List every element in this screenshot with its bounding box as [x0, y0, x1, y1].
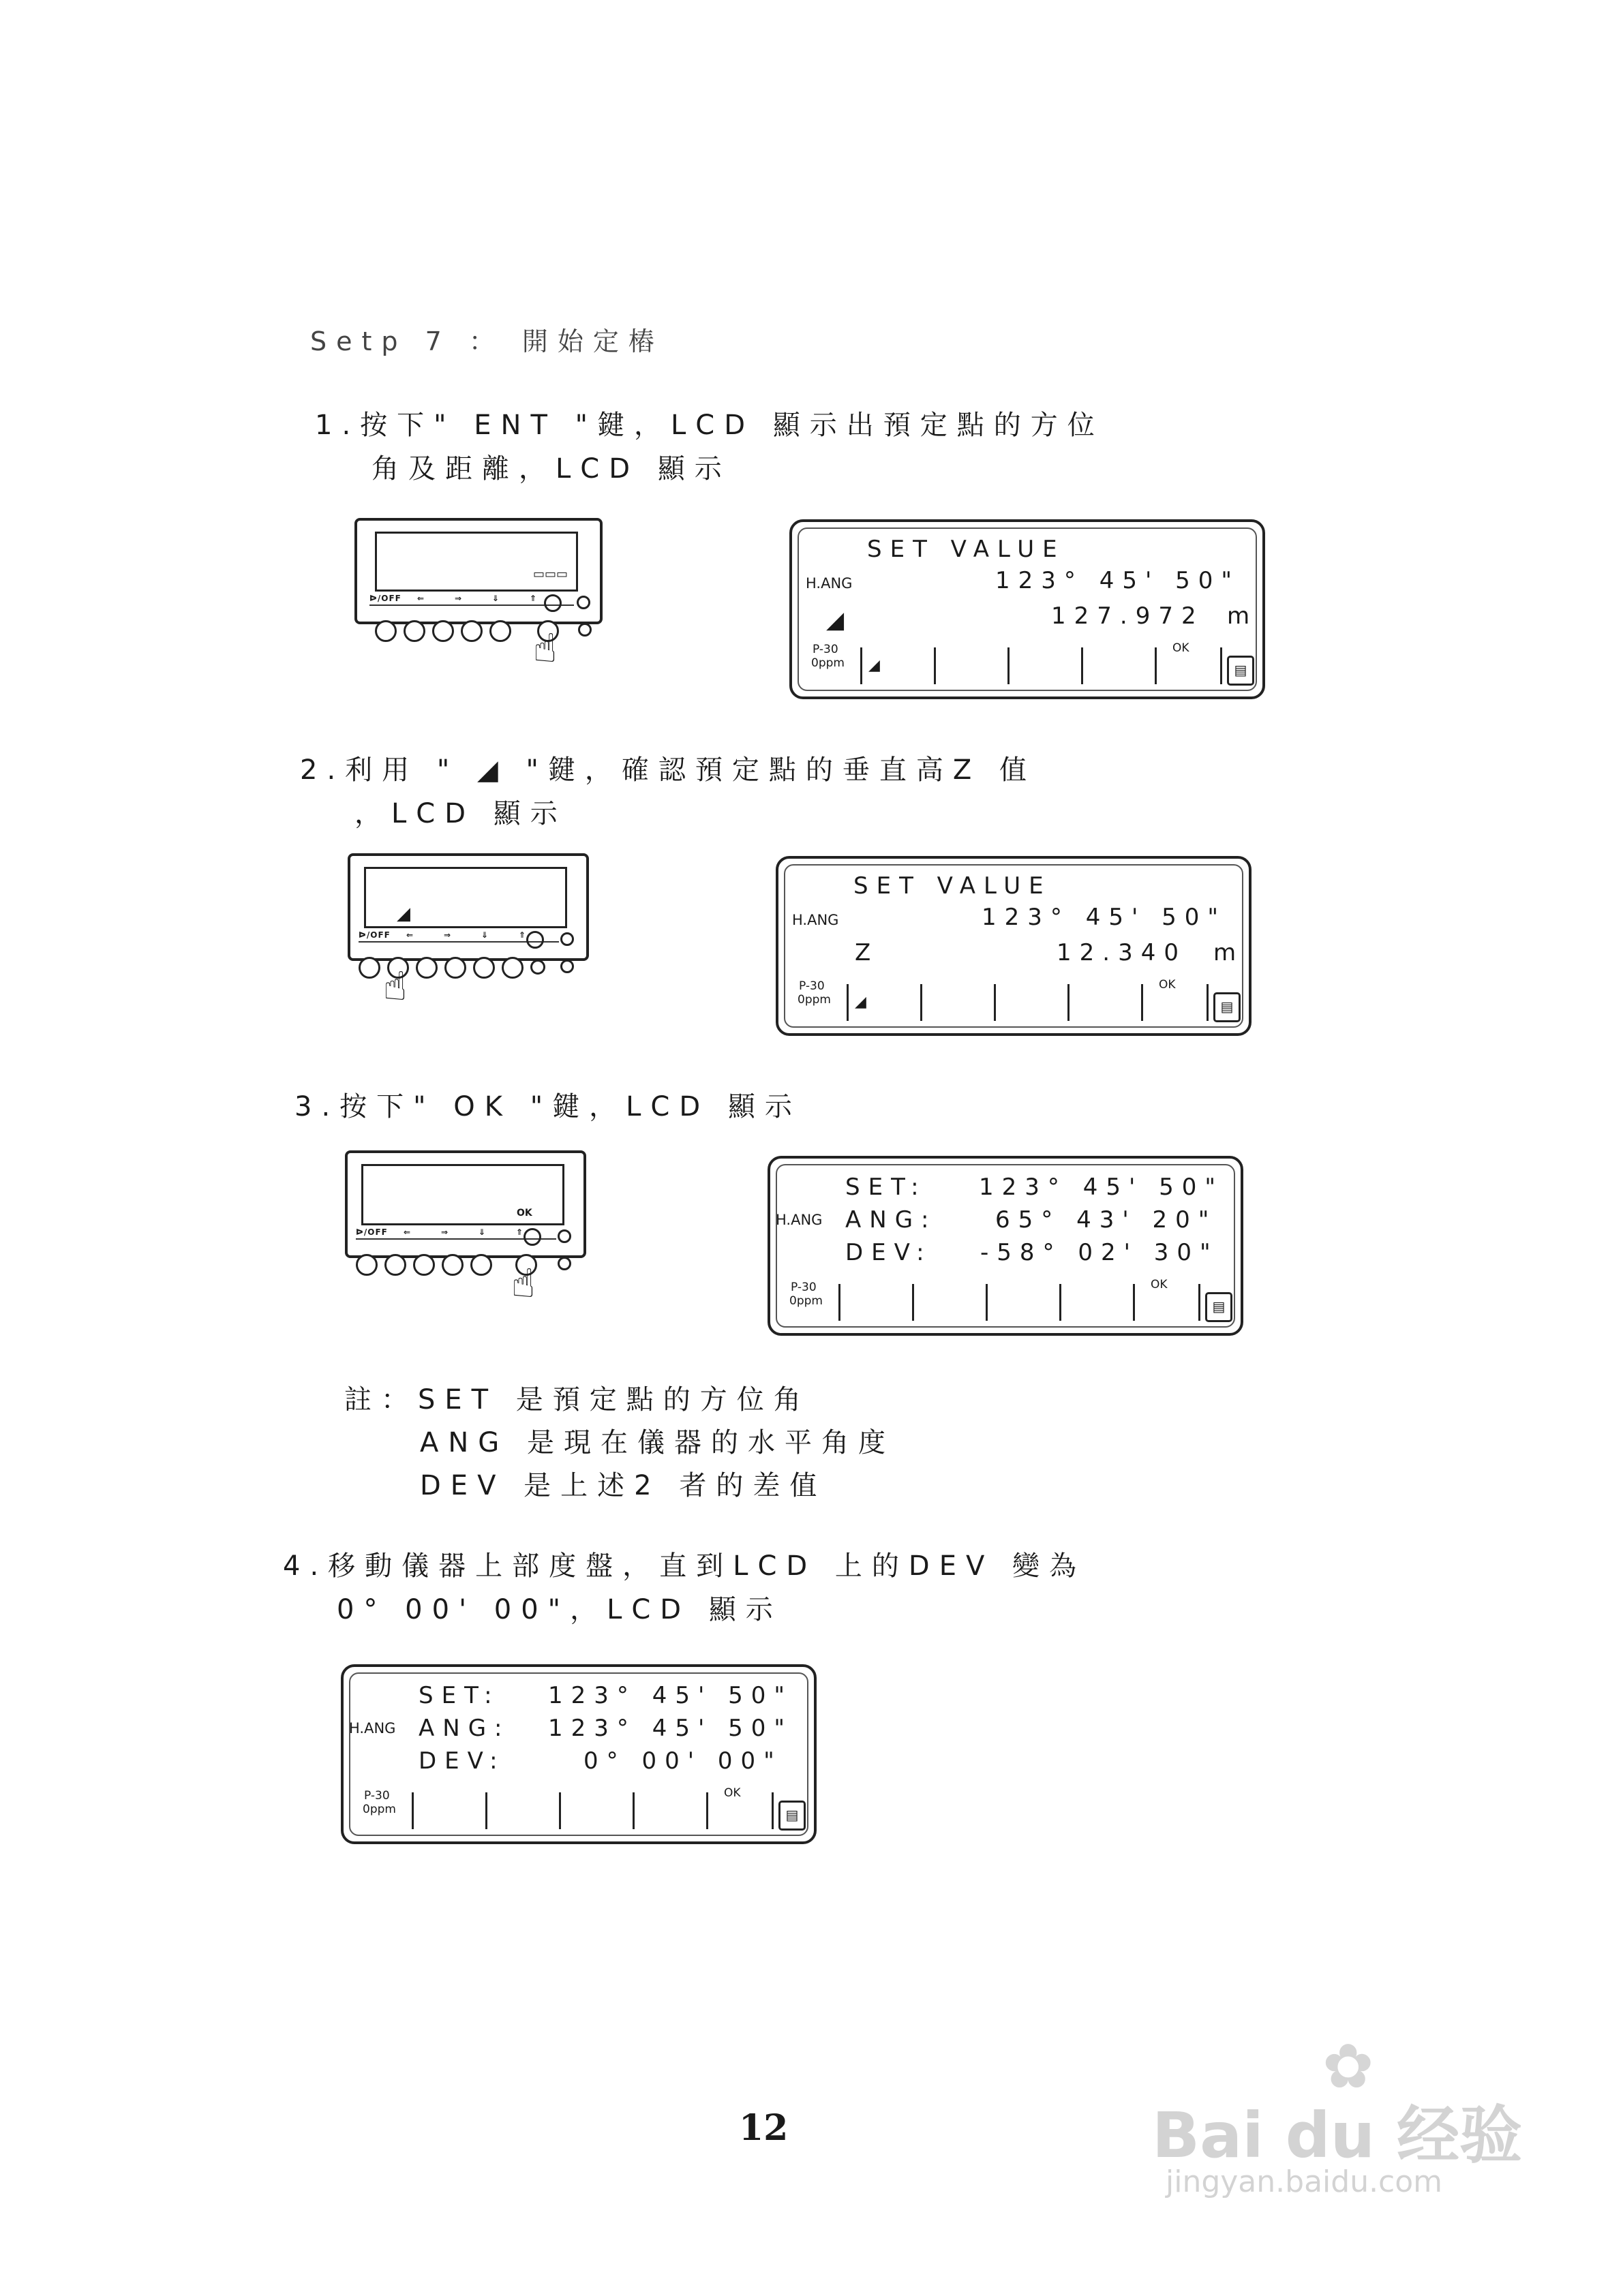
lcd-softkey-divider: [986, 1284, 988, 1321]
key-label-up: ⇑: [519, 930, 527, 940]
memory-card-icon[interactable]: ▤: [1205, 1292, 1232, 1322]
keypad-screen: [375, 532, 578, 592]
note-line-1: 註：SET 是預定點的方位角: [344, 1384, 810, 1415]
keypad-screen: [364, 867, 567, 928]
step-4-line-2: 0° 00' 00"，LCD 顯示: [337, 1594, 783, 1625]
key-label-up: ⇑: [516, 1227, 524, 1237]
key-label-down: ⇓: [481, 930, 489, 940]
lcd-softkey-ok[interactable]: OK: [724, 1786, 741, 1800]
lcd-softkey-divider: [912, 1284, 914, 1321]
keypad-key-5[interactable]: [473, 957, 495, 979]
note-line-3: DEV 是上述2 者的差值: [420, 1470, 827, 1501]
keypad-top-key[interactable]: [526, 931, 544, 949]
lcd-softkey-ok[interactable]: OK: [1172, 641, 1189, 655]
keypad-key-3[interactable]: [413, 1254, 435, 1276]
memory-card-icon[interactable]: ▤: [778, 1801, 806, 1831]
keypad-key-5[interactable]: [489, 620, 511, 642]
lcd-softkey-divider: [1141, 984, 1143, 1021]
keypad-key-4[interactable]: [442, 1254, 464, 1276]
lcd-ppm-label: 0ppm: [811, 656, 845, 670]
lcd-row2-value: 12.340: [1057, 939, 1187, 966]
lcd-screen-4: [341, 1664, 817, 1844]
lcd-screen-2: [776, 856, 1252, 1036]
key-label-down: ⇓: [479, 1227, 487, 1237]
lcd-row1-value: 123° 45' 50": [995, 567, 1241, 594]
lcd-softkey-divider: [1220, 647, 1222, 684]
lcd-p30-label: P-30: [799, 979, 825, 993]
key-label-down: ⇓: [492, 594, 500, 603]
keypad-top-key-small[interactable]: [558, 1229, 571, 1243]
lcd-softkey-slope[interactable]: ◢: [855, 994, 866, 1011]
lcd-screen-1: [789, 519, 1265, 699]
lcd-row1-label: SET:: [845, 1174, 927, 1201]
keypad-top-key-small[interactable]: [560, 932, 574, 946]
lcd-row2-unit: m: [1213, 939, 1245, 966]
step-4-number: 4.: [283, 1550, 329, 1582]
key-label-left: ⇐: [406, 930, 414, 940]
lcd-softkey-divider: [934, 647, 936, 684]
lcd-row2-value: 127.972: [1051, 602, 1204, 630]
keypad-key-7[interactable]: [558, 1257, 571, 1270]
lcd-softkey-divider: [772, 1792, 774, 1829]
lcd-row1-value: 123° 45' 50": [548, 1682, 793, 1709]
keypad-key-7[interactable]: [530, 960, 545, 975]
lcd-screen-3: [768, 1156, 1243, 1336]
lcd-ppm-label: 0ppm: [798, 993, 831, 1007]
keypad-key-2[interactable]: [384, 1254, 406, 1276]
lcd-slope-icon: ◢: [826, 607, 845, 634]
keypad-screen: [361, 1164, 564, 1225]
lcd-softkey-slope[interactable]: ◢: [868, 657, 880, 674]
lcd-p30-label: P-30: [364, 1789, 390, 1803]
watermark-url: jingyan.baidu.com: [1166, 2164, 1443, 2199]
section-header: Setp 7 ： 開始定樁: [310, 326, 664, 356]
keypad-top-key-small[interactable]: [577, 596, 590, 609]
step-1-line-1: [315, 403, 1104, 442]
keypad-top-key[interactable]: [524, 1228, 541, 1246]
pointing-hand-icon: ☝: [533, 625, 558, 671]
keypad-key-6[interactable]: [502, 957, 524, 979]
keypad-key-1[interactable]: [359, 957, 380, 979]
step-2-line-1: [300, 748, 1036, 787]
key-label-left: ⇐: [404, 1227, 412, 1237]
lcd-softkey-divider: [1007, 647, 1010, 684]
lcd-softkey-divider: [838, 1284, 840, 1321]
step-4-line-1: [283, 1544, 1086, 1583]
lcd-row3-label: DEV:: [845, 1239, 932, 1266]
lcd-side-label: H.ANG: [349, 1720, 396, 1736]
lcd-row2-label: Z: [855, 939, 879, 966]
lcd-softkey-divider: [994, 984, 996, 1021]
keypad-screen-glyph: ▭▭▭: [533, 567, 568, 581]
lcd-p30-label: P-30: [791, 1281, 817, 1294]
lcd-row2-unit: m: [1227, 602, 1258, 630]
step-4-text: 移動儀器上部度盤，直到LCD 上的DEV 變為: [328, 1550, 1087, 1582]
keypad-key-1[interactable]: [356, 1254, 378, 1276]
step-1-number: 1.: [315, 410, 361, 441]
lcd-ppm-label: 0ppm: [789, 1294, 823, 1308]
lcd-row1-value: 123° 45' 50": [979, 1174, 1224, 1201]
lcd-softkey-ok[interactable]: OK: [1159, 978, 1176, 992]
keypad-panel-1: [354, 518, 600, 671]
lcd-softkey-divider: [1207, 984, 1209, 1021]
lcd-softkey-divider: [1067, 984, 1070, 1021]
step-3-line-1: [294, 1085, 802, 1124]
lcd-row2-value: 123° 45' 50": [548, 1715, 793, 1742]
key-label-right: ⇒: [441, 1227, 449, 1237]
keypad-key-4[interactable]: [461, 620, 483, 642]
lcd-row2-label: ANG:: [419, 1715, 511, 1742]
key-label-up: ⇑: [530, 594, 538, 603]
keypad-top-key[interactable]: [544, 594, 562, 612]
lcd-softkey-divider: [1198, 1284, 1200, 1321]
lcd-row1-label: H.ANG: [792, 912, 839, 928]
lcd-softkey-divider: [633, 1792, 635, 1829]
keypad-key-3[interactable]: [416, 957, 438, 979]
step-1-text: 按下" ENT "鍵，LCD 顯示出預定點的方位: [360, 410, 1104, 441]
step-3-number: 3.: [294, 1091, 340, 1122]
lcd-softkey-divider: [1155, 647, 1157, 684]
watermark-brand: Bai du 经验: [1152, 2099, 1523, 2172]
lcd-softkey-ok[interactable]: OK: [1151, 1278, 1168, 1291]
page-number: 12: [739, 2107, 789, 2149]
pointing-hand-icon: ☝: [383, 963, 408, 1009]
step-2-line-2: ，LCD 顯示: [354, 798, 567, 829]
lcd-row1-value: 123° 45' 50": [982, 904, 1227, 931]
key-label-left: ⇐: [417, 594, 425, 603]
lcd-softkey-divider: [920, 984, 922, 1021]
key-label-right: ⇒: [444, 930, 452, 940]
keypad-key-1[interactable]: [375, 620, 397, 642]
lcd-softkey-divider: [412, 1792, 414, 1829]
keypad-label-strip: [369, 595, 574, 606]
lcd-softkey-divider: [847, 984, 849, 1021]
step-2-number: 2.: [300, 754, 346, 786]
keypad-panel-2: [348, 853, 593, 1017]
memory-card-icon[interactable]: ▤: [1227, 656, 1254, 686]
step-3-text: 按下" OK "鍵，LCD 顯示: [339, 1091, 802, 1122]
lcd-ppm-label: 0ppm: [363, 1803, 396, 1816]
key-label-power: ᐅ/OFF: [369, 594, 401, 603]
lcd-title: SET VALUE: [853, 872, 1052, 900]
lcd-softkey-divider: [1133, 1284, 1135, 1321]
keypad-key-7[interactable]: [578, 623, 592, 637]
lcd-side-label: H.ANG: [776, 1212, 823, 1228]
memory-card-icon[interactable]: ▤: [1213, 992, 1241, 1022]
note-line-2: ANG 是現在儀器的水平角度: [420, 1427, 895, 1458]
key-label-power: ᐅ/OFF: [356, 1227, 388, 1237]
keypad-key-5[interactable]: [470, 1254, 492, 1276]
keypad-screen-glyph: ◢: [397, 904, 410, 924]
keypad-screen-glyph: OK: [517, 1208, 532, 1219]
keypad-key-4[interactable]: [444, 957, 466, 979]
lcd-softkey-divider: [559, 1792, 561, 1829]
lcd-softkey-divider: [860, 647, 862, 684]
pointing-hand-icon: ☝: [511, 1260, 536, 1306]
key-label-right: ⇒: [455, 594, 463, 603]
lcd-row2-value: 65° 43' 20": [995, 1206, 1217, 1234]
keypad-key-3[interactable]: [432, 620, 454, 642]
step-2-text: 利用 " ◢ "鍵，確認預定點的垂直高Z 值: [345, 754, 1036, 786]
lcd-softkey-divider: [706, 1792, 708, 1829]
key-label-power: ᐅ/OFF: [359, 930, 391, 940]
keypad-panel-3: [345, 1150, 590, 1314]
lcd-softkey-divider: [1081, 647, 1083, 684]
keypad-key-2[interactable]: [404, 620, 425, 642]
lcd-row3-value: -58° 02' 30": [980, 1239, 1219, 1266]
lcd-p30-label: P-30: [813, 643, 838, 656]
lcd-row3-value: 0° 00' 00": [583, 1747, 783, 1775]
lcd-title: SET VALUE: [867, 536, 1065, 563]
keypad-key-8[interactable]: [560, 960, 574, 973]
step-1-line-2: 角及距離，LCD 顯示: [371, 453, 731, 485]
paw-icon: ✿: [1322, 2031, 1374, 2102]
lcd-row3-label: DEV:: [419, 1747, 506, 1775]
lcd-row2-label: ANG:: [845, 1206, 937, 1234]
lcd-row1-label: SET:: [419, 1682, 500, 1709]
lcd-softkey-divider: [485, 1792, 487, 1829]
lcd-row1-label: H.ANG: [806, 575, 853, 592]
lcd-softkey-divider: [1059, 1284, 1061, 1321]
baidu-watermark: [1152, 2031, 1602, 2208]
